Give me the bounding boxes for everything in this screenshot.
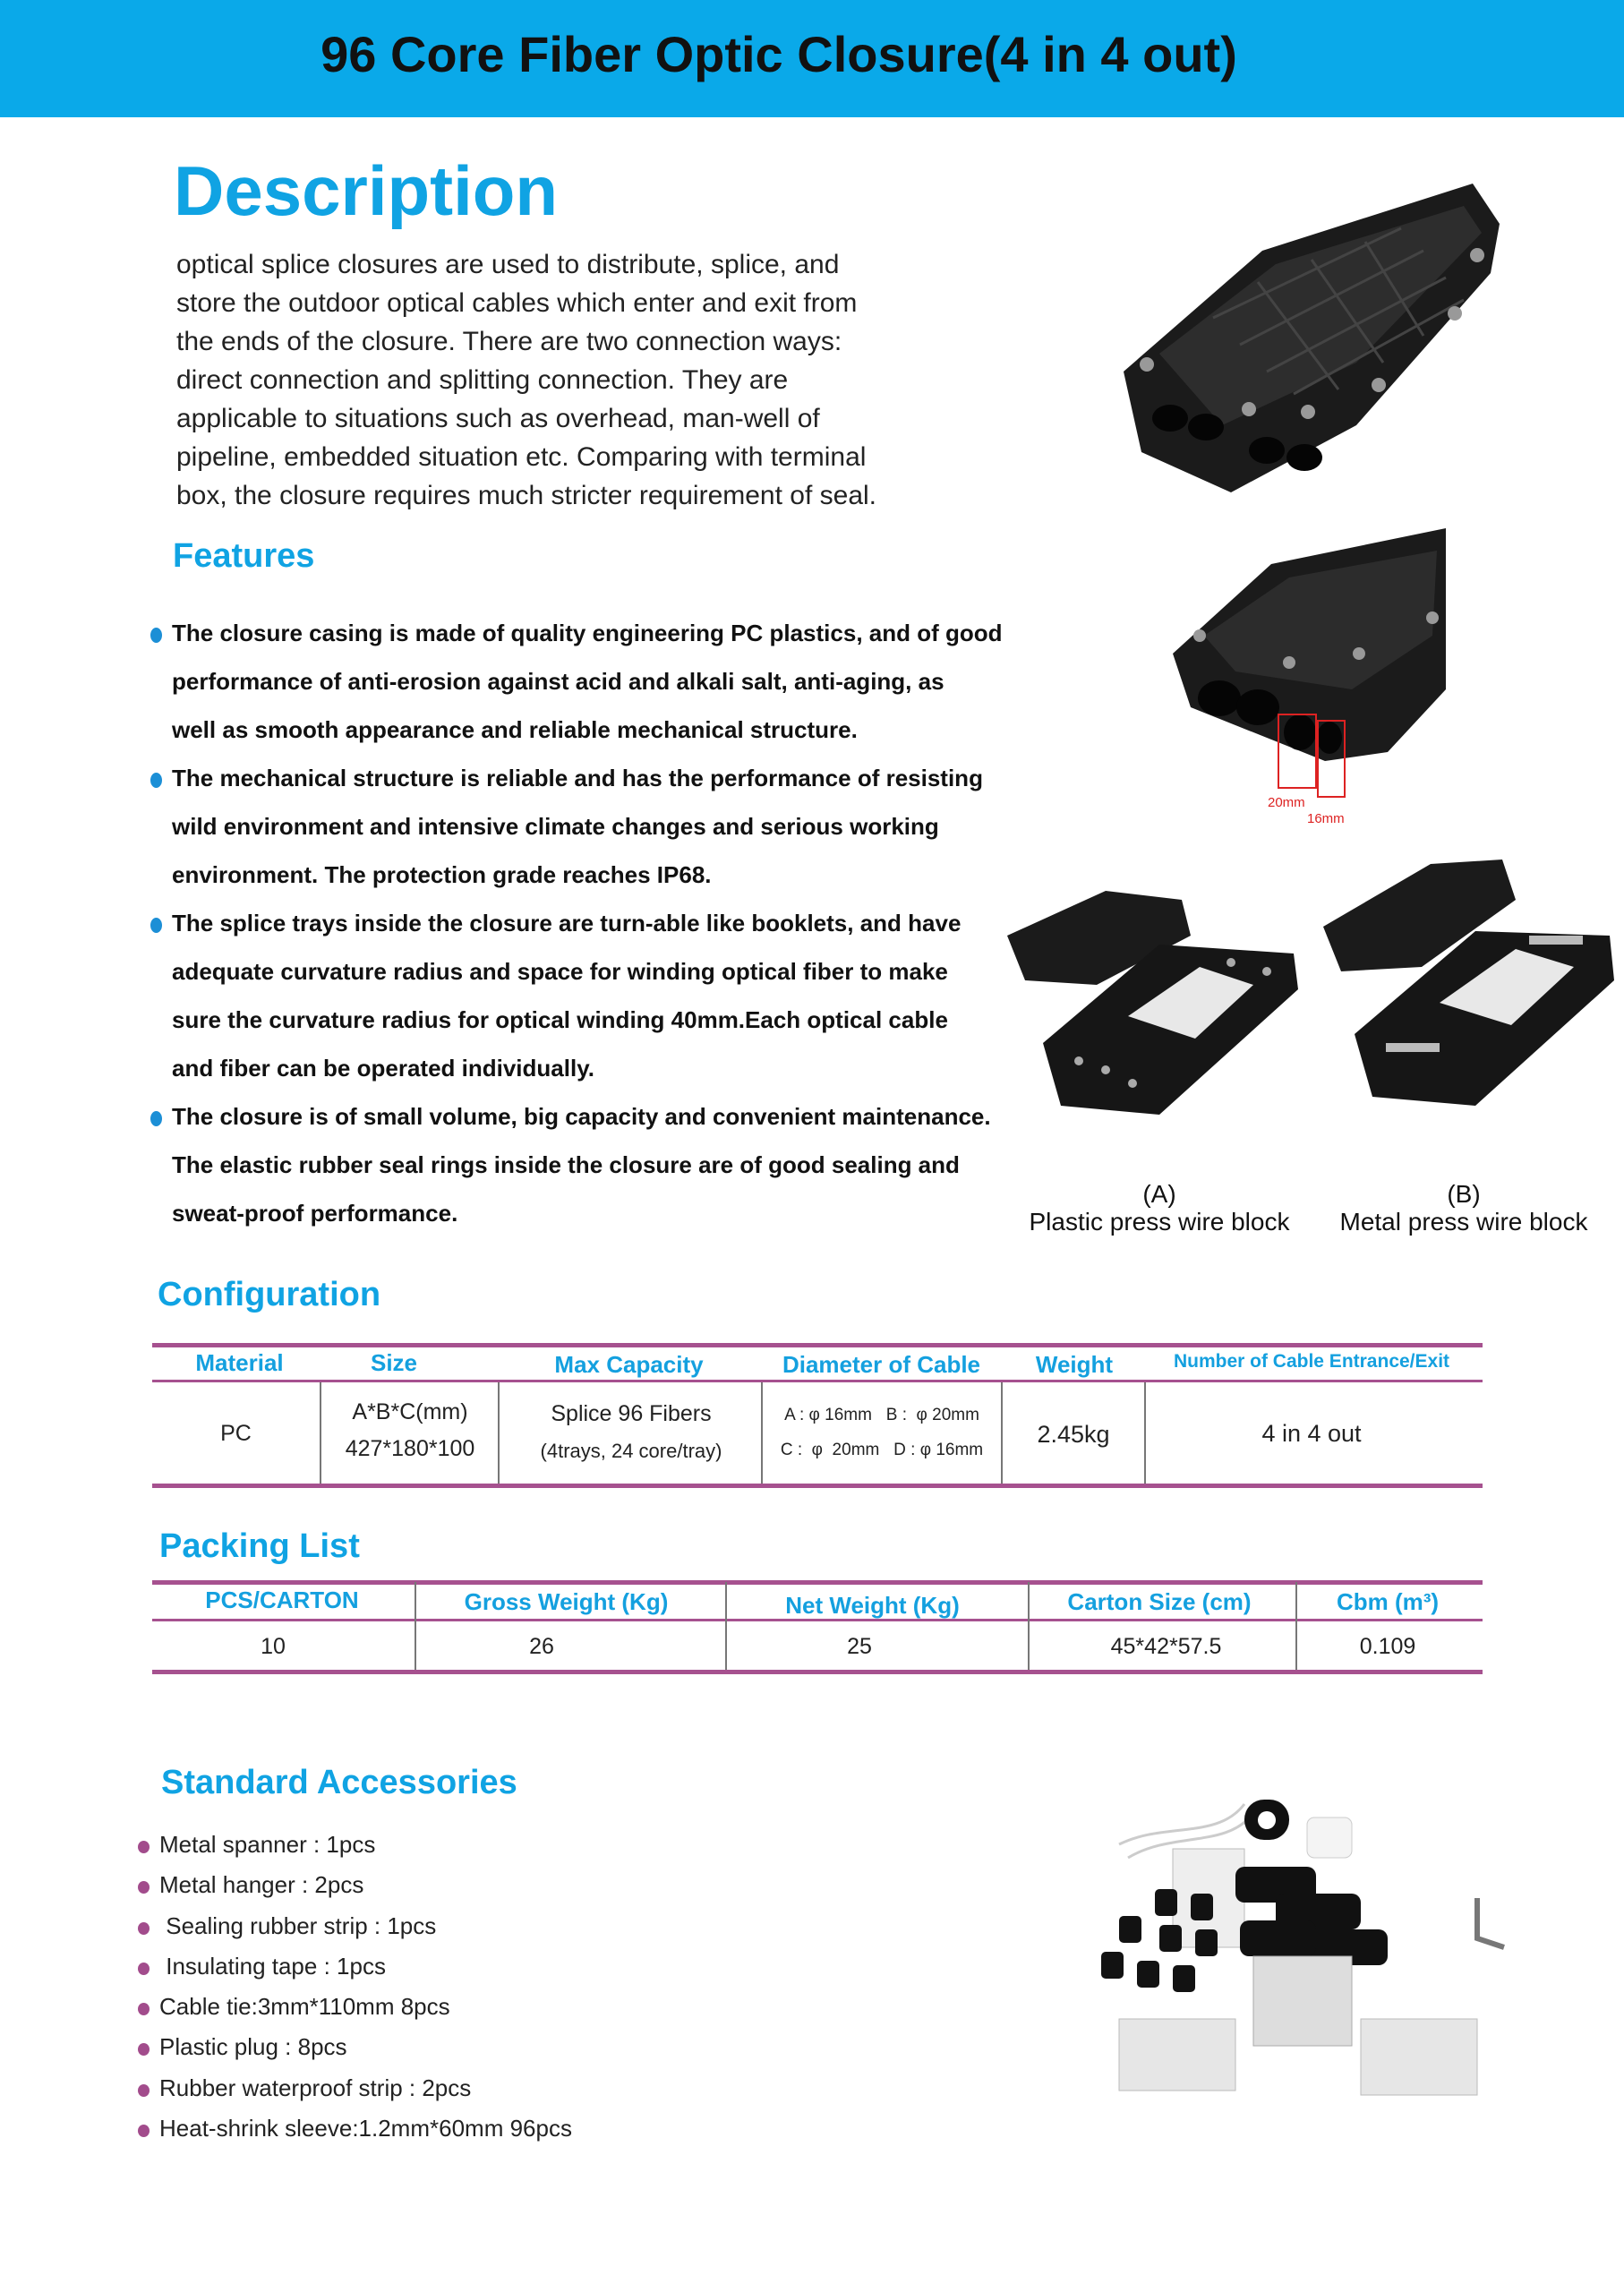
description-heading: Description <box>174 151 559 230</box>
config-top-rule <box>152 1343 1483 1347</box>
bullet-icon <box>138 1922 150 1935</box>
config-size-value: 427*180*100 <box>345 1436 475 1461</box>
config-entrance: 4 in 4 out <box>1261 1420 1362 1447</box>
config-material: PC <box>220 1421 252 1446</box>
closure-open-plastic-image <box>1007 882 1303 1124</box>
accessory-item <box>134 1987 572 2027</box>
closure-open-metal-image <box>1323 846 1619 1115</box>
accessory-label: Cable tie:3mm*110mm 8pcs <box>159 1993 450 2021</box>
config-divider <box>761 1382 763 1484</box>
accessories-heading: Standard Accessories <box>161 1764 517 1801</box>
config-bottom-rule <box>152 1484 1483 1488</box>
page-title: 96 Core Fiber Optic Closure(4 in 4 out) <box>321 26 1237 82</box>
accessory-label: Metal spanner : 1pcs <box>159 1831 376 1858</box>
bullet-icon <box>138 2003 150 2015</box>
packing-top-rule <box>152 1580 1483 1585</box>
description-line: direct connection and splitting connection. They are <box>176 365 789 395</box>
feature-line: environment. The protection grade reaches IP68. <box>172 861 712 888</box>
packing-bottom-rule <box>152 1670 1483 1674</box>
description-line: pipeline, embedded situation etc. Comparing with terminal <box>176 442 867 472</box>
bullet-icon <box>150 773 162 788</box>
bullet-icon <box>138 2125 150 2137</box>
bullet-icon <box>138 1841 150 1853</box>
config-header-diameter: Diameter of Cable <box>782 1351 981 1378</box>
packing-gross: 26 <box>529 1634 554 1659</box>
feature-line: wild environment and intensive climate changes and serious working <box>172 813 939 840</box>
description-line: applicable to situations such as overhead, man-well of <box>176 404 820 433</box>
packing-header-net: Net Weight (Kg) <box>785 1592 960 1619</box>
feature-line: The closure casing is made of quality engineering PC plastics, and of good <box>172 620 1003 646</box>
feature-line: The elastic rubber seal rings inside the closure are of good sealing and <box>172 1151 960 1178</box>
packing-header-gross: Gross Weight (Kg) <box>464 1588 669 1615</box>
accessory-item <box>134 1946 572 1987</box>
caption-b-letter: (B) <box>1447 1180 1481 1208</box>
description-line: optical splice closures are used to distribute, splice, and <box>176 250 840 279</box>
features-list <box>150 609 1010 1237</box>
accessory-label: Rubber waterproof strip : 2pcs <box>159 2074 472 2101</box>
accessory-item <box>134 2068 572 2108</box>
feature-line: performance of anti-erosion against acid and alkali salt, anti-aging, as <box>172 668 944 695</box>
packing-carton: 45*42*57.5 <box>1110 1634 1222 1659</box>
accessory-item <box>134 1906 572 1946</box>
feature-item <box>150 1092 1010 1237</box>
dimension-label-20mm: 20mm <box>1268 795 1305 810</box>
config-header-entrance: Number of Cable Entrance/Exit <box>1173 1351 1450 1372</box>
feature-line: and fiber can be operated individually. <box>172 1055 594 1082</box>
bullet-icon <box>150 918 162 933</box>
accessory-item <box>134 2108 572 2149</box>
configuration-heading: Configuration <box>158 1276 381 1313</box>
accessory-item <box>134 2027 572 2067</box>
feature-line: sure the curvature radius for optical winding 40mm.Each optical cable <box>172 1006 948 1033</box>
description-text <box>176 245 964 515</box>
bullet-icon <box>138 1963 150 1975</box>
feature-line: The mechanical structure is reliable and has the performance of resisting <box>172 765 983 791</box>
description-line: box, the closure requires much stricter requirement of seal. <box>176 481 877 510</box>
bullet-icon <box>150 1111 162 1126</box>
accessory-label: Sealing rubber strip : 1pcs <box>159 1911 437 1939</box>
feature-item <box>150 899 1010 1092</box>
accessories-image <box>1083 1795 1513 2104</box>
description-line: store the outdoor optical cables which enter and exit from <box>176 288 858 318</box>
config-diameter-cd: C : φ 20mm D : φ 16mm <box>780 1441 984 1459</box>
config-header-material: Material <box>195 1349 284 1376</box>
config-weight: 2.45kg <box>1037 1421 1110 1448</box>
packing-header-pcs: PCS/CARTON <box>205 1586 359 1613</box>
closure-closed-image <box>1106 157 1509 506</box>
accessories-list <box>134 1825 572 2149</box>
caption-b-text: Metal press wire block <box>1339 1208 1588 1236</box>
bullet-icon <box>150 628 162 643</box>
config-header-capacity: Max Capacity <box>554 1351 704 1378</box>
caption-a-text: Plastic press wire block <box>1029 1208 1290 1236</box>
bullet-icon <box>138 1881 150 1894</box>
feature-item <box>150 609 1010 754</box>
packing-pcs: 10 <box>261 1634 286 1659</box>
feature-item <box>150 754 1010 899</box>
packing-header-carton: Carton Size (cm) <box>1067 1588 1252 1615</box>
config-capacity: Splice 96 Fibers <box>551 1401 712 1426</box>
packing-heading: Packing List <box>159 1527 360 1565</box>
packing-net: 25 <box>847 1634 872 1659</box>
feature-line: The closure is of small volume, big capacity and convenient maintenance. <box>172 1103 991 1130</box>
feature-line: well as smooth appearance and reliable mechanical structure. <box>172 716 858 743</box>
config-divider <box>498 1382 500 1484</box>
caption-a <box>1021 1180 1298 1236</box>
description-line: the ends of the closure. There are two connection ways: <box>176 327 842 356</box>
features-heading: Features <box>173 537 315 575</box>
caption-b <box>1325 1180 1603 1236</box>
feature-line: adequate curvature radius and space for winding optical fiber to make <box>172 958 948 985</box>
packing-header-cbm: Cbm (m³) <box>1336 1588 1440 1615</box>
packing-cbm: 0.109 <box>1359 1634 1416 1659</box>
config-diameter-ab: A : φ 16mm B : φ 20mm <box>784 1406 979 1424</box>
accessory-label: Insulating tape : 1pcs <box>159 1952 386 1980</box>
config-header-size: Size <box>370 1349 418 1376</box>
config-size-label: A*B*C(mm) <box>352 1399 468 1424</box>
config-header-weight: Weight <box>1035 1351 1114 1378</box>
config-capacity-detail: (4trays, 24 core/tray) <box>540 1440 722 1462</box>
accessory-label: Plastic plug : 8pcs <box>159 2033 347 2061</box>
accessory-item <box>134 1865 572 1905</box>
caption-a-letter: (A) <box>1142 1180 1176 1208</box>
bullet-icon <box>138 2043 150 2056</box>
accessory-item <box>134 1825 572 1865</box>
accessory-label: Metal hanger : 2pcs <box>159 1871 364 1899</box>
feature-line: sweat-proof performance. <box>172 1200 458 1227</box>
bullet-icon <box>138 2084 150 2097</box>
closure-end-image <box>1164 528 1446 824</box>
feature-line: The splice trays inside the closure are turn-able like booklets, and have <box>172 910 962 936</box>
accessory-label: Heat-shrink sleeve:1.2mm*60mm 96pcs <box>159 2115 572 2142</box>
dimension-label-16mm: 16mm <box>1307 811 1345 826</box>
config-divider <box>320 1382 321 1484</box>
config-header-rule <box>152 1380 1483 1382</box>
